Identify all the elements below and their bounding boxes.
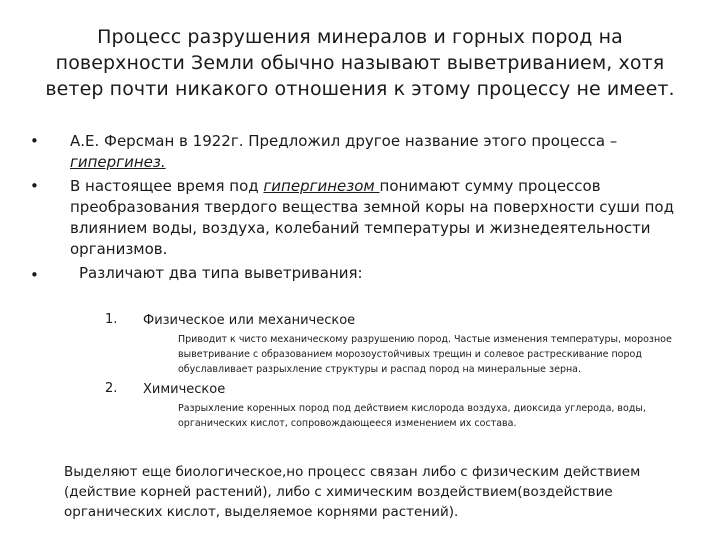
bullet-item-fersman — [28, 131, 688, 173]
slide-title: Процесс разрушения минералов и горных пород на поверхности Земли обычно называют выветриванием, хотя ветер почти никакого отношения к этому процессу не имеет. — [45, 26, 675, 100]
type-number: 2. — [105, 381, 118, 396]
bullet-term: гипергинез. — [70, 153, 166, 171]
bullet-marker: • — [30, 266, 39, 284]
bullet-term: гипергинезом — [263, 177, 380, 195]
bullet-text: А.Е. Ферсман в 1922г. Предложил другое название этого процесса – — [70, 132, 618, 150]
bullet-list — [28, 131, 688, 287]
bullet-text: Различают два типа выветривания: — [79, 264, 363, 282]
type-description-physical: Приводит к чисто механическому разрушению пород. Частые изменения температуры, морозное выветривание с образованием морозоустойчивых трещин и солевое растрескивание пород обуславливает разрыхление структуры и распад пород на минеральные зерна. — [178, 334, 672, 375]
bullet-marker: • — [30, 132, 39, 150]
footer-note: Выделяют еще биологическое,но процесс связан либо с физическим действием (действие корней растений), либо с химическим воздействием(воздействие органических кислот, выделяемое корнями растений). — [64, 464, 641, 520]
type-number: 1. — [105, 312, 118, 327]
bullet-marker: • — [30, 177, 39, 195]
type-name-physical: Физическое или механическое — [143, 313, 356, 328]
bullet-text: В настоящее время под — [70, 177, 264, 195]
bullet-item-definition — [28, 176, 688, 260]
bullet-item-types — [28, 263, 688, 284]
type-name-chemical: Химическое — [143, 382, 226, 397]
type-description-chemical: Разрыхление коренных пород под действием кислорода воздуха, диоксида углерода, воды, органических кислот, сопровождающееся изменением их состава. — [178, 403, 646, 429]
bullet-text-after: понимают сумму процессов преобразования твердого вещества земной коры на поверхности суши под влиянием воды, воздуха, колебаний температуры и жизнедеятельности организмов. — [70, 177, 674, 258]
